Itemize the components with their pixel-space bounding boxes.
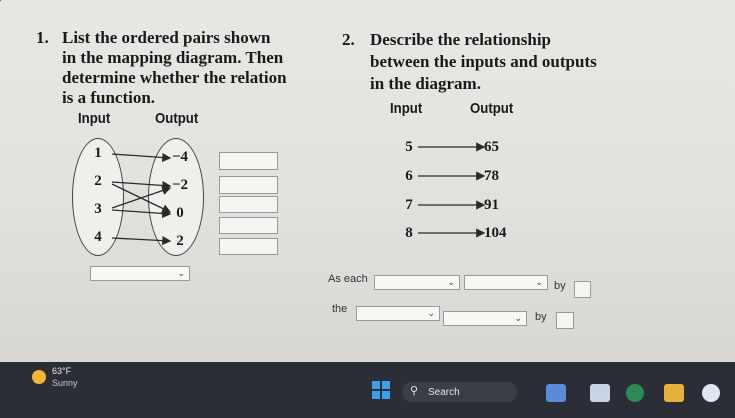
as-each-label: As each [328,273,368,285]
weather-condition[interactable]: Sunny [52,378,78,388]
q2-input-3: 7 [405,197,413,213]
q1-input-4: 4 [94,229,102,245]
folder-icon[interactable] [664,384,684,402]
change-dropdown-1[interactable] [464,275,548,290]
chevron-down-icon: ⌄ [177,268,185,278]
chevron-down-icon: ⌄ [427,308,435,318]
chevron-down-icon: ⌄ [535,277,543,287]
q1-output-3: 0 [176,205,184,221]
q2-input-4: 8 [405,225,413,241]
q1-output-4: 2 [176,233,184,249]
q1-arrow-1 [112,154,170,158]
q1-output-1: −4 [171,149,189,165]
q2-line-3: in the diagram. [370,74,481,93]
app-icon-2[interactable] [590,384,610,402]
ordered-pair-box-5[interactable] [219,238,278,255]
q1-input-2: 2 [94,173,102,189]
app-icon-1[interactable] [546,384,566,402]
ordered-pair-box-2[interactable] [219,176,278,194]
ordered-pair-box-3[interactable] [219,196,278,213]
q1-arrow-2 [112,182,170,186]
edge-browser-icon[interactable] [626,384,644,402]
amount-box-1[interactable] [574,281,591,298]
q2-output-header: Output [470,100,514,117]
q2-input-1: 5 [405,139,413,155]
q1-input-3: 3 [94,201,102,217]
function-dropdown[interactable] [90,266,190,281]
q1-input-header: Input [78,110,111,127]
taskbar-search-label: Search [428,387,460,398]
q1-input-1: 1 [94,145,102,161]
q1-line-4: is a function. [62,88,156,107]
q2-input-2: 6 [405,168,413,184]
taskbar [0,362,735,418]
q1-output-2: −2 [171,177,189,193]
q1-arrow-3 [112,210,170,214]
q1-arrow-6 [112,188,170,208]
sun-icon[interactable] [32,370,46,384]
q2-line-1: Describe the relationship [370,30,552,49]
q2-line-2: between the inputs and outputs [370,52,597,71]
change-dropdown-2[interactable] [443,311,527,326]
app-icon-5[interactable] [702,384,720,402]
ordered-pair-box-4[interactable] [219,217,278,234]
chevron-down-icon: ⌄ [447,277,455,287]
q1-line-3: determine whether the relation [62,68,287,87]
q2-number: 2. [342,30,355,49]
quantity-dropdown-1[interactable] [374,275,460,290]
q2-input-header: Input [390,100,423,117]
q2-output-2: 78 [484,168,499,184]
q1-output-header: Output [155,110,199,127]
q1-arrow-4 [112,238,170,241]
q2-output-4: 104 [484,225,507,241]
windows-start-icon[interactable] [372,381,390,399]
quantity-dropdown-2[interactable] [356,306,440,321]
weather-temperature[interactable]: 63°F [52,366,72,376]
q1-line-2: in the mapping diagram. Then [62,48,284,67]
search-icon: ⚲ [410,385,419,397]
ordered-pair-box-1[interactable] [219,152,278,170]
amount-box-2[interactable] [556,312,574,329]
the-label: the [332,303,348,315]
q2-output-1: 65 [484,139,499,155]
chevron-down-icon: ⌄ [514,313,522,323]
q2-output-3: 91 [484,197,499,213]
by-label-1: by [554,280,566,292]
q1-line-1: List the ordered pairs shown [62,28,271,47]
q1-number: 1. [36,28,49,47]
by-label-2: by [535,311,547,323]
